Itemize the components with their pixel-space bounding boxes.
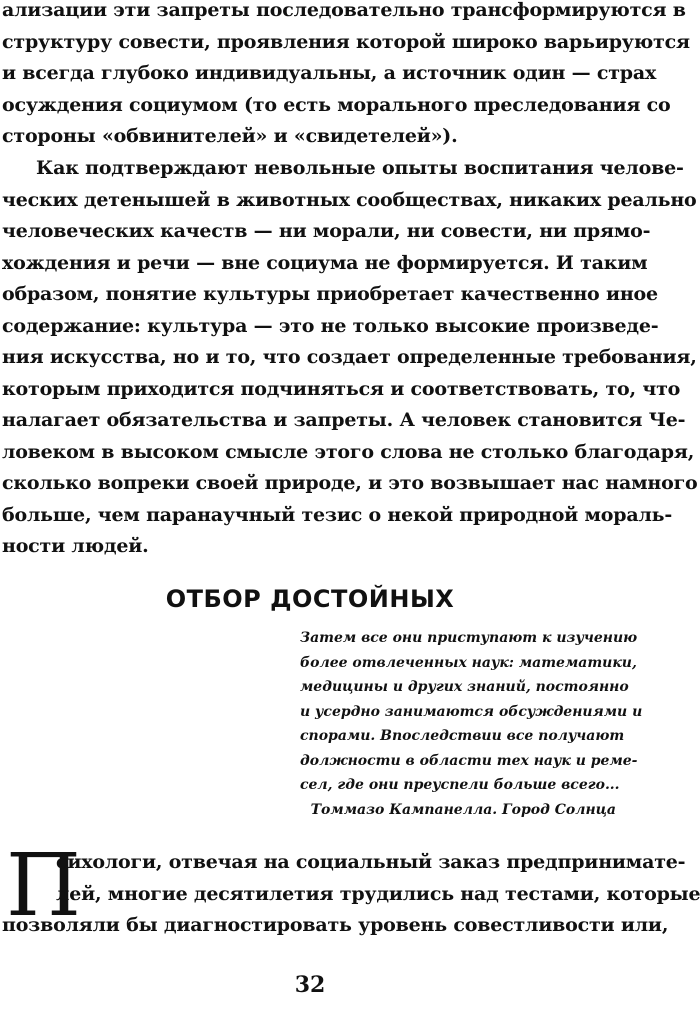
paragraph-culture	[2, 153, 698, 563]
epigraph-line: и усердно занимаются обсуждениями и	[300, 703, 643, 720]
epigraph	[300, 626, 643, 822]
text-line: лей, многие десятилетия трудились над тестами, которые	[56, 882, 700, 905]
epigraph-source: Томмазо Кампанелла. Город Солнца	[310, 801, 616, 818]
section-heading: ОТБОР ДОСТОЙНЫХ	[165, 585, 455, 613]
text-line: структуру совести, проявления которой широко варьируются	[2, 30, 690, 53]
text-line: сихологи, отвечая на социальный заказ предпринимате-	[56, 851, 686, 873]
text-line: налагает обязательства и запреты. А человек становится Че-	[2, 409, 686, 431]
text-line: ности людей.	[2, 535, 149, 557]
epigraph-line: спорами. Впоследствии все получают	[300, 728, 625, 744]
text-line: образом, понятие культуры приобретает качественно иное	[2, 283, 658, 305]
text-line: сколько вопреки своей природе, и это возвышает нас намного	[2, 472, 698, 494]
text-line: которым приходится подчиняться и соответствовать, то, что	[2, 377, 681, 400]
epigraph-line: медицины и других знаний, постоянно	[300, 679, 629, 695]
epigraph-line: более отвлеченных наук: математики,	[300, 654, 637, 671]
text-line: и всегда глубоко индивидуальны, а источник один — страх	[2, 62, 657, 84]
page-number: 32	[294, 972, 326, 998]
text-line: позволяли бы диагностировать уровень совестливости или,	[2, 914, 669, 936]
text-line: ловеком в высоком смысле этого слова не столько благодаря,	[2, 440, 695, 463]
text-line: осуждения социумом (то есть морального преследования со	[2, 93, 671, 116]
text-line: ческих детенышей в животных сообществах, никаких реально	[2, 188, 697, 211]
text-line: ализации эти запреты последовательно трансформируются в	[2, 0, 686, 21]
epigraph-line: должности в области тех наук и реме-	[300, 752, 638, 769]
paragraph-psychologists	[2, 836, 700, 942]
paragraph-continued	[2, 0, 690, 153]
epigraph-line: сел, где они преуспели больше всего...	[300, 777, 620, 793]
drop-cap: П	[6, 836, 81, 936]
text-line: ния искусства, но и то, что создает определенные требования,	[2, 346, 697, 368]
epigraph-line: Затем все они приступают к изучению	[300, 630, 638, 646]
text-line: стороны «обвинителей» и «свидетелей»).	[2, 125, 458, 147]
text-line: содержание: культура — это не только высокие произведе-	[2, 314, 659, 337]
text-line: человеческих качеств — ни морали, ни совести, ни прямо-	[2, 220, 651, 242]
text-line: хождения и речи — вне социума не формируется. И таким	[2, 251, 648, 274]
text-line: больше, чем паранаучный тезис о некой природной мораль-	[2, 503, 673, 526]
text-line: Как подтверждают невольные опыты воспитания челове-	[36, 157, 684, 179]
